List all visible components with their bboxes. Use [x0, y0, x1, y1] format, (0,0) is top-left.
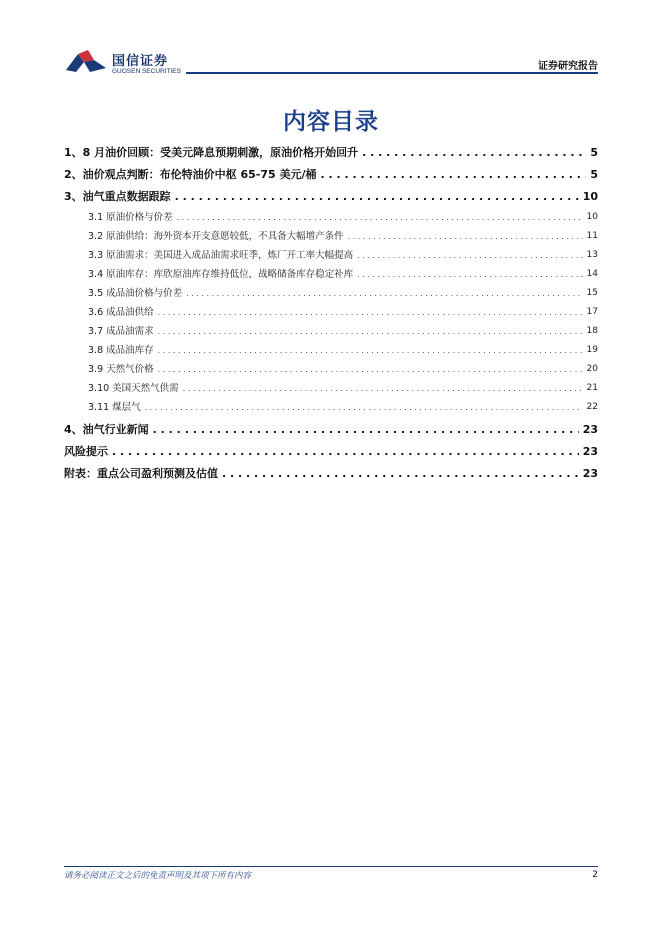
toc-entry-page: 15 — [586, 288, 598, 298]
toc-entry-page: 20 — [586, 364, 598, 374]
logo-chinese-name: 国信证券 — [112, 54, 169, 69]
toc-leader-dots — [112, 446, 579, 457]
page-header — [0, 0, 662, 80]
toc-entry-page: 5 — [590, 146, 598, 159]
toc-entry-page: 19 — [586, 345, 598, 355]
toc-entry-page: 10 — [582, 190, 598, 203]
toc-leader-dots — [145, 404, 583, 412]
toc-entry-label: 3.4 原油库存：库欣原油库存维持低位，战略储备库存稳定补库 — [88, 268, 354, 280]
toc-subentry[interactable] — [64, 362, 598, 374]
toc-entry-label: 3.5 成品油价格与价差 — [88, 287, 183, 299]
toc-subentry[interactable] — [64, 229, 598, 241]
guosen-logo-icon — [64, 48, 108, 74]
toc-entry-page: 5 — [590, 168, 598, 181]
toc-entry-page: 21 — [586, 383, 598, 393]
page-title: 内容目录 — [283, 109, 379, 135]
toc-subentry[interactable] — [64, 324, 598, 336]
toc-entry-page: 13 — [586, 250, 598, 260]
toc-subentry[interactable] — [64, 267, 598, 279]
toc-entry-page: 10 — [586, 212, 598, 222]
toc-entry[interactable] — [64, 166, 598, 180]
footer-divider — [64, 866, 598, 867]
toc-leader-dots — [153, 424, 579, 435]
toc-entry-label: 3.9 天然气价格 — [88, 363, 154, 375]
toc-leader-dots — [158, 347, 583, 355]
toc-entry-label: 2、油价观点判断：布伦特油价中枢 65-75 美元/桶 — [64, 168, 317, 181]
toc-entry-label: 3.11 煤层气 — [88, 401, 141, 413]
toc-entry-label: 风险提示 — [64, 445, 108, 458]
toc-leader-dots — [222, 468, 579, 479]
toc-leader-dots — [357, 252, 582, 260]
toc-entry-label: 3.6 成品油供给 — [88, 306, 154, 318]
toc-entry-page: 17 — [586, 307, 598, 317]
toc-leader-dots — [158, 309, 583, 317]
toc-entry-page: 18 — [586, 326, 598, 336]
toc-entry-label: 3.2 原油供给：海外资本开支意愿较低，不具备大幅增产条件 — [88, 230, 344, 242]
toc-subentry[interactable] — [64, 343, 598, 355]
toc-entry-page: 23 — [582, 445, 598, 458]
toc-entry-page: 23 — [582, 467, 598, 480]
toc-leader-dots — [158, 366, 583, 374]
toc-entry-label: 3.8 成品油库存 — [88, 344, 154, 356]
toc-leader-dots — [362, 147, 586, 158]
toc-entry-page: 22 — [586, 402, 598, 412]
logo-english-name: GUOSEN SECURITIES — [112, 68, 181, 75]
toc-entry[interactable] — [64, 465, 598, 479]
toc-entry-label: 3、油气重点数据跟踪 — [64, 190, 171, 203]
toc-entry-label: 附表：重点公司盈利预测及估值 — [64, 467, 218, 480]
toc-entry[interactable] — [64, 188, 598, 202]
toc-entry-label: 3.3 原油需求：美国进入成品油需求旺季，炼厂开工率大幅提高 — [88, 249, 354, 261]
toc-leader-dots — [158, 328, 583, 336]
toc-subentry[interactable] — [64, 381, 598, 393]
toc-entry-page: 23 — [582, 423, 598, 436]
toc-entry[interactable] — [64, 144, 598, 158]
disclaimer-note: 请务必阅读正文之后的免责声明及其项下所有内容 — [64, 871, 252, 881]
page-number: 2 — [592, 870, 598, 880]
toc-leader-dots — [177, 214, 583, 222]
toc-entry-label: 4、油气行业新闻 — [64, 423, 149, 436]
toc-leader-dots — [321, 169, 587, 180]
toc-entry-page: 11 — [586, 231, 598, 241]
toc-entry-page: 14 — [586, 269, 598, 279]
toc-leader-dots — [183, 385, 583, 393]
toc-subentry[interactable] — [64, 400, 598, 412]
toc-leader-dots — [348, 233, 583, 241]
report-type-label: 证券研究报告 — [538, 61, 598, 72]
toc-leader-dots — [175, 191, 579, 202]
toc-subentry[interactable] — [64, 305, 598, 317]
header-divider — [186, 72, 598, 74]
toc-subentry[interactable] — [64, 286, 598, 298]
toc-leader-dots — [357, 271, 582, 279]
toc-entry-label: 3.1 原油价格与价差 — [88, 211, 173, 223]
toc-entry-label: 3.10 美国天然气供需 — [88, 382, 179, 394]
toc-entry-label: 3.7 成品油需求 — [88, 325, 154, 337]
toc-subentry[interactable] — [64, 248, 598, 260]
toc-entry[interactable] — [64, 443, 598, 457]
toc-leader-dots — [186, 290, 582, 298]
toc-subentry[interactable] — [64, 210, 598, 222]
company-logo — [64, 46, 184, 78]
toc-entry-label: 1、8 月油价回顾：受美元降息预期刺激，原油价格开始回升 — [64, 146, 359, 159]
toc-entry[interactable] — [64, 421, 598, 435]
